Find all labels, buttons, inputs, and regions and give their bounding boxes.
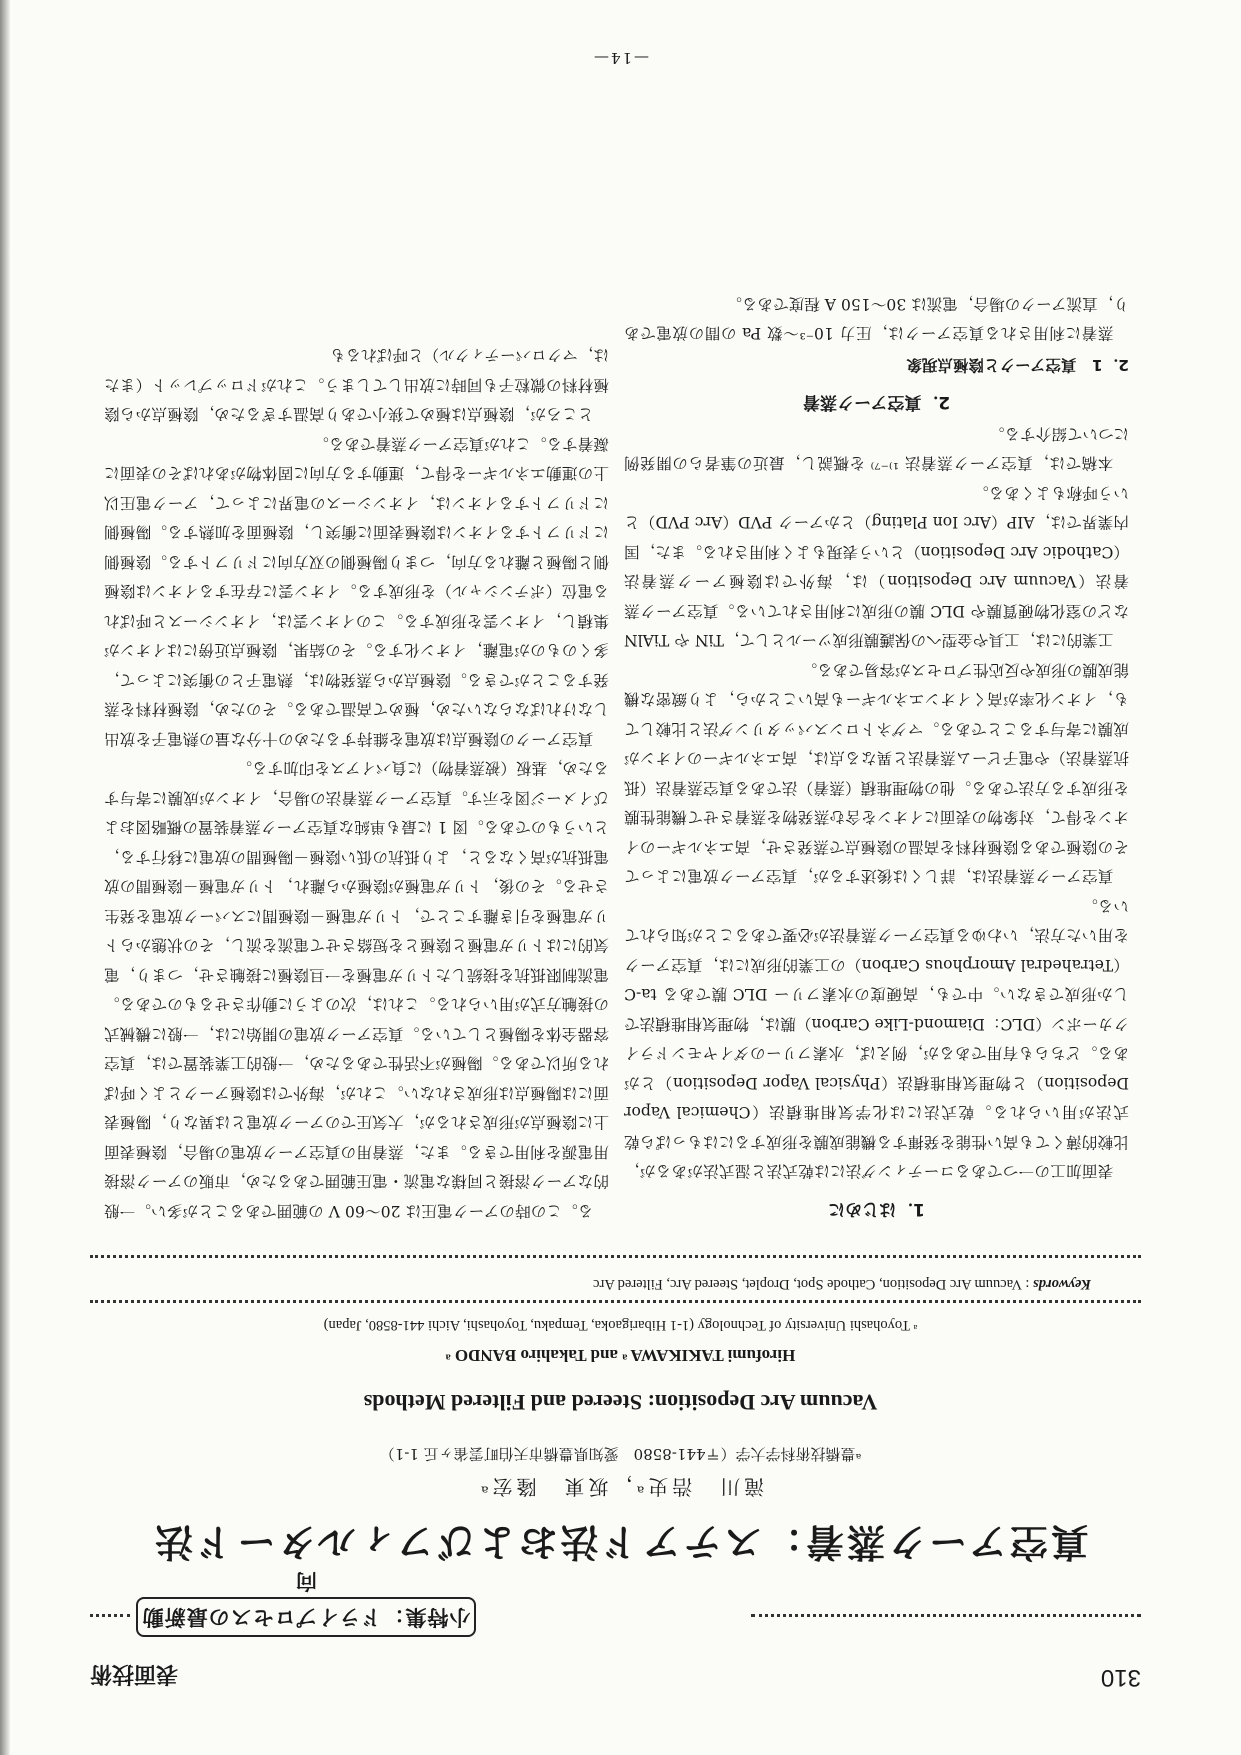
page-footer-marker: —14— (591, 49, 650, 67)
article-title-ja: 真空アーク蒸着：ステアド法およびフィルタード法 (152, 1520, 1089, 1564)
keywords-list: : Vacuum Arc Deposition, Cathode Spot, Droplet, Steered Arc, Filtered Arc (593, 1276, 1030, 1292)
binding-edge-shadow (0, 0, 10, 1755)
article-title-en: Vacuum Arc Deposition: Steered and Filtered Methods (363, 1390, 878, 1415)
affiliation-en: ᵃ Toyohashi University of Technology (1-1 Hibarigaoka, Tempaku, Toyohashi, Aichi 441-8580, Japan) (323, 1317, 918, 1333)
feature-banner (90, 1569, 1141, 1637)
paragraph: る。この時のアーク電圧は 20～60 V の範囲であることが多い。一般的なアーク溶接と同様な電流・電圧範囲であるため，市販のアーク溶接用電源を利用できる。また，蒸着用の真空アーク放電の場合，陰極表面上に陰極点が形成されるが，大気圧でのアーク放電とは異なり，陽極表面には陽極点は形成されない。これが，海外では陰極アークとよく呼ばれる所以である。陽極が不活性であるため，一般的工業装置では，真空容器全体を陽極としている。真空アーク放電の開始には，一般に機械式の接触方式が用いられる。これは，次のように動作させるものである。電流制限抵抗を接続したトリガ電極を一旦陰極に接触させ，つまり，電気的にはトリガ電極と陰極とを短絡させて電流を流し，その状態からトリガ電極を引き離すことで，トリガ電極－陰極間にスパーク放電を発生させる。その後，トリガ電極が陰極から離れ，トリガ電極－陰極間の放電抵抗が高くなると，より抵抗の低い陰極－陽極間の放電に移行する，というものである。図 1 に最も単純な真空アーク蒸着装置の概略図およびイメージ図を示す。真空アーク蒸着法の場合，イオンが成膜に寄与するため，基板（被蒸着物）に負バイアスを印加する。 (104, 759, 609, 1220)
body-column-right (104, 75, 609, 1225)
keywords-label: Keywords (1033, 1276, 1091, 1292)
paragraph: ところが，陰極点は極めて狭小であり高温すぎるため，陰極点から陰極材料の微粒子も同時に放出してしまう。これがドロップレット（または，マクロパーティクル）と呼ばれるも (104, 346, 609, 424)
authors-ja: 滝川 浩史ᵃ，坂東 隆宏ᵃ (476, 1475, 765, 1499)
authors-en: Hirofumi TAKIKAWA ᵃ and Takahiro BANDO ᵃ (445, 1346, 796, 1365)
running-header (90, 1661, 1141, 1691)
affiliation-ja: ᵃ豊橋技術科学大学（〒441-8580 愛知県豊橋市天伯町雲雀ヶ丘 1-1） (379, 1445, 862, 1463)
paragraph: 工業的には，工具や金型への保護膜形成ツールとして，TiN や TiAlN などの窒化物硬質膜や DLC 膜の形成に利用されている。真空アーク蒸着法（Vacuum Arc Deposition）は，海外では陰極アーク蒸着法（Cathodic Arc Deposition）という表現もよく利用される。また，国内業界では，AIP（Arc Ion Plating）とかアーク PVD（Arc PVD）という呼称もよくある。 (624, 484, 1129, 650)
paragraph: 蒸着に利用される真空アークは，圧力 10⁻³～数 Pa の間の放電であり，直流アークの場合，電流は 30～150 A 程度である。 (624, 295, 1129, 343)
page-number: 310 (1100, 1664, 1141, 1691)
feature-label: 小特集：ドライプロセスの最新動向 (136, 1597, 476, 1637)
paragraph: 真空アーク蒸着法は，詳しくは後述するが，真空アーク放電によってその陰極である陰極材料を高温の陰極点で蒸発させ，高エネルギーのイオンを得て，対象物の表面にイオンを含む蒸発物を蒸着させて機能性膜を形成する方法である。他の物理堆積（蒸着）法である真空蒸着法（抵抗蒸着法）や電子ビーム蒸着法と異なる点は，高エネルギーのイオンが成膜に寄与することである。マグネトロンスパッタリング法と比較しても，イオン化率が高くイオンエネルギーも高いことから，より緻密な機能成膜の形成や反応性プロセスが容易である。 (624, 661, 1129, 886)
paragraph: 真空アークの陰極点は放電を維持するための十分な量の熱電子を放出しなければならないため，極めて高温である。そのため，陰極材料を蒸発することができる。陰極点から蒸発物は，熱電子との衝突によって，多くのものが電離，イオン化する。その結果，陰極点近傍にはイオンが集積し，イオン雲を形成する。このイオン雲は，イオンシースと呼ばれる電位（ポテンシャル）を形成する。イオン雲に存在するイオンは陰極側と陽極と離れる方向，つまり陽極側の双方向にドリフトする。陰極側にドリフトするイオンは陰極表面に衝突し，陰極面を加熱する。陽極側にドリフトするイオンは，イオンシースの電界によって，アーク電圧以上の運動エネルギーを得て，運動する方向に固体物があればその表面に凝着する。これが真空アーク蒸着である。 (104, 435, 609, 748)
paragraph: 表面加工の一つであるコーティング法には乾式法と湿式法があるが，比較的薄くても高い性能を発揮する機能成膜を形成するにはもっぱら乾式法が用いられる。乾式法には化学気相堆積法（Chemical Vapor Deposition）と物理気相堆積法（Physical Vapor Deposition）とがある。どちらも有用であるが，例えば，水素フリーのダイヤモンドライクカーボン（DLC：Diamond-Like Carbon）膜は，物理気相堆積法でしか形成できない。中でも，高硬度の水素フリー DLC 膜である ta-C（Tetrahedral Amorphous Carbon）の工業的形成には，真空アークを用いた方法，いわゆる真空アーク蒸着法が必要であることが知られている。 (624, 897, 1129, 1181)
subsection-heading-cathode-spot: 2．1 真空アークと陰極点現象 (906, 356, 1129, 374)
journal-name: 表面技術 (90, 1661, 179, 1686)
body-column-left (624, 75, 1129, 1225)
dotted-rule (751, 1614, 1141, 1617)
paragraph: 本稿では，真空アーク蒸着法 ¹⁾⁻⁷⁾ を概説し，最近の筆者らの開発例について紹介する。 (624, 425, 1129, 473)
section-heading-vacuum-arc: 2．真空アーク蒸着 (802, 392, 951, 413)
section-heading-introduction: 1．はじめに (828, 1199, 925, 1219)
dotted-rule (90, 1255, 1141, 1258)
dotted-rule (90, 1614, 130, 1617)
keywords (120, 1275, 1091, 1292)
dotted-rule (90, 1300, 1141, 1303)
